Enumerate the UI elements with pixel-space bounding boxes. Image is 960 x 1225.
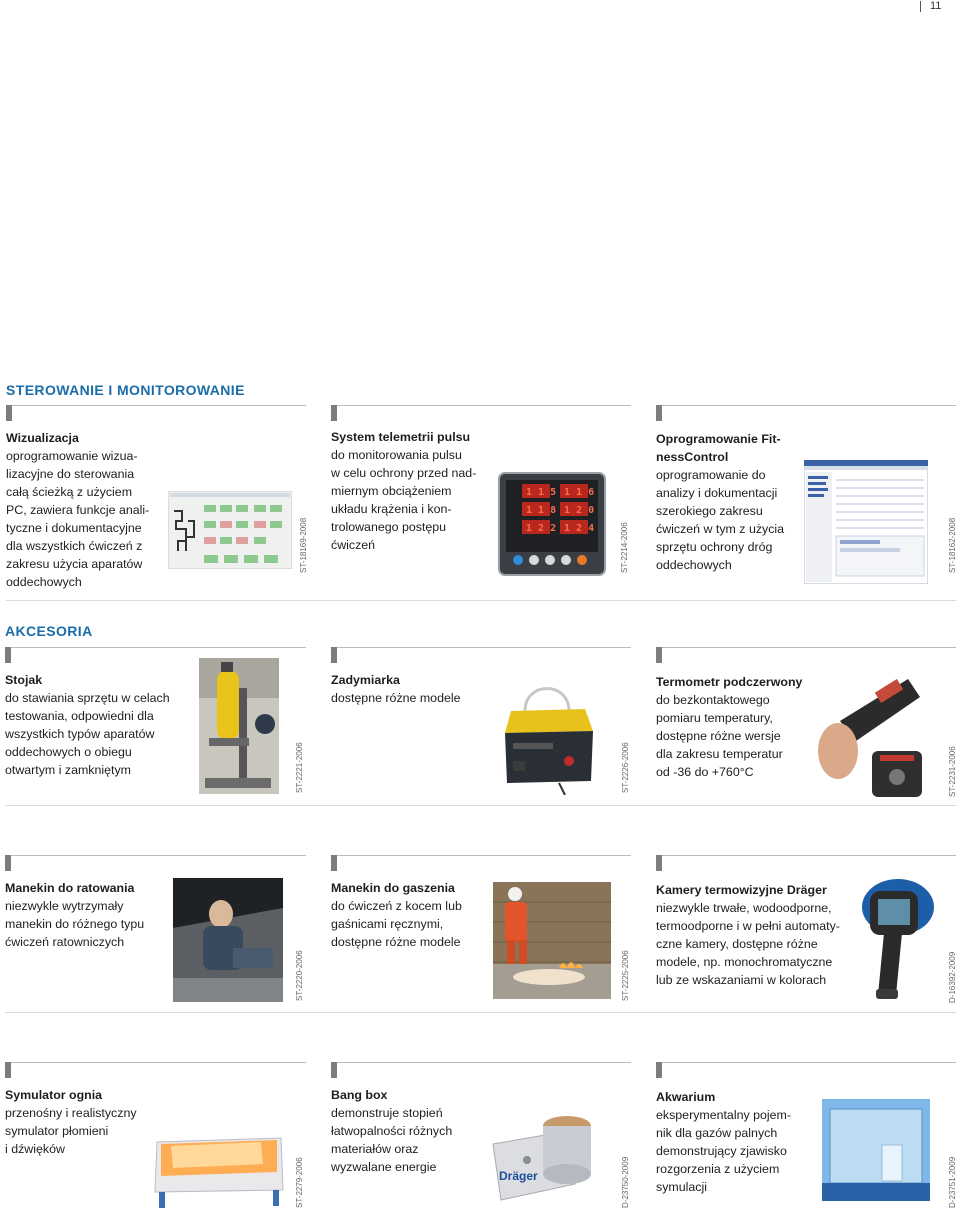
product-text: Termometr podczerwony do bezkontaktowego pomiaru temperatury, dostępne różne wersje dla zakresu temperatur od -36 do +760°C [656,675,803,779]
product-title: Oprogramowanie Fit- [656,432,781,446]
photo-code: D-23751-2009 [948,1156,957,1208]
test-stand-image [199,658,279,794]
product-text: Stojak do stawiania sprzętu w celach testowania, odpowiedni dla wszystkich typów aparatów oddechowych o obiegu otwartym i zamkniętym [5,673,170,777]
svg-text:1 2 2: 1 2 2 [526,523,557,534]
photo-code: ST-2220-2006 [295,950,304,1001]
aquarium-image [822,1099,930,1201]
photo-code: ST-2231-2006 [948,746,957,797]
photo-code: ST-2279-2006 [295,1157,304,1208]
product-title: Manekin do gaszenia [331,881,455,895]
svg-text:1 1 8: 1 1 8 [526,505,557,516]
svg-text:1 2 0: 1 2 0 [564,505,595,516]
fire-mannequin-image [493,882,611,999]
product-card-wizualizacja [6,405,306,605]
photo-code: ST-2214-2006 [620,522,629,573]
photo-code: ST-2221-2006 [295,742,304,793]
product-card-akwarium [656,1062,956,1222]
product-card-manekin-gaszenia [331,855,631,1015]
product-text: Oprogramowanie Fit- nessControl oprogramowanie do analizy i dokumentacji szerokiego zakresu ćwiczeń w tym z użycia sprzętu ochrony dróg oddechowych [656,432,785,572]
product-text: Symulator ognia przenośny i realistyczny symulator płomieni i dźwięków [5,1088,137,1156]
pulse-monitor-image [498,472,606,576]
product-card-kamery [656,855,956,1015]
photo-code: ST-18162-2008 [948,517,957,573]
product-card-manekin-ratowania [5,855,306,1015]
svg-text:1 1 5: 1 1 5 [526,487,557,498]
svg-text:1 2 4: 1 2 4 [564,523,595,534]
photo-code: ST-2225-2006 [621,950,630,1001]
product-title: Symulator ognia [5,1088,103,1102]
product-card-fitness [656,405,956,605]
product-card-zadymiarka [331,647,631,807]
product-text: Zadymiarka dostępne różne modele [331,673,461,705]
drager-logo: Dräger [499,1169,538,1183]
product-text: Kamery termowizyjne Dräger niezwykle trwałe, wodoodporne, termoodporne i w pełni automaty- czne kamery, dostępne różne modele, np. monochromatyczne lub ze wskazaniami w kolorach [656,883,840,987]
product-title: System telemetrii pulsu [331,430,471,444]
product-text: Akwarium eksperymentalny pojem- nik dla gazów palnych demonstrujący zjawisko rozgorzenia z użyciem symulacji [656,1090,791,1194]
section-title-control: STEROWANIE I MONITOROWANIE [6,382,245,398]
product-card-telemetria [331,405,631,605]
photo-code: D-23750-2009 [621,1156,630,1208]
product-title: Stojak [5,673,43,687]
product-text: System telemetrii pulsu do monitorowania pulsu w celu ochrony przed nad- miernym obciążeniem układu krążenia i kon- trolowanego postępu ćwiczeń [331,430,477,552]
software-screenshot-image [168,491,292,569]
bang-box-image [487,1104,603,1214]
product-text: Manekin do ratowania niezwykle wytrzymały manekin do różnego typu ćwiczeń ratowniczych [5,881,145,949]
section-title-accessories: AKCESORIA [5,623,93,639]
ir-thermometer-image [816,675,936,797]
photo-code: D-16392-2009 [948,951,957,1003]
product-title: Wizualizacja [6,431,79,445]
product-title: Zadymiarka [331,673,400,687]
product-card-termometr [656,647,956,807]
fire-simulator-image [151,1132,287,1212]
product-card-symulator [5,1062,306,1222]
product-title: Kamery termowizyjne Dräger [656,883,827,897]
fitness-software-screenshot [804,460,928,584]
product-text: Bang box demonstruje stopień łatwopalności różnych materiałów oraz wyzwalane energie [331,1088,453,1174]
product-title: Manekin do ratowania [5,881,135,895]
thermal-camera-image [856,877,936,1001]
product-card-bangbox [331,1062,631,1222]
smoke-machine-image [499,671,597,795]
product-title: Termometr podczerwony [656,675,803,689]
photo-code: ST-18169-2008 [299,517,308,573]
product-title: Akwarium [656,1090,716,1104]
product-text: Wizualizacja oprogramowanie wizua- lizacyjne do sterowania całą ścieżką z użyciem PC, zawiera funkcje anali- tyczne i dokumentacyjne dla wszystkich ćwiczeń z zakresu użycia aparatów oddechowych [6,431,150,589]
product-card-stojak [5,647,306,807]
rescue-mannequin-image [173,878,283,1002]
product-text: Manekin do gaszenia do ćwiczeń z kocem lub gaśnicami ręcznymi, dostępne różne modele [331,881,462,949]
product-title: Bang box [331,1088,388,1102]
photo-code: ST-2226-2006 [621,742,630,793]
svg-text:1 1 6: 1 1 6 [564,487,595,498]
